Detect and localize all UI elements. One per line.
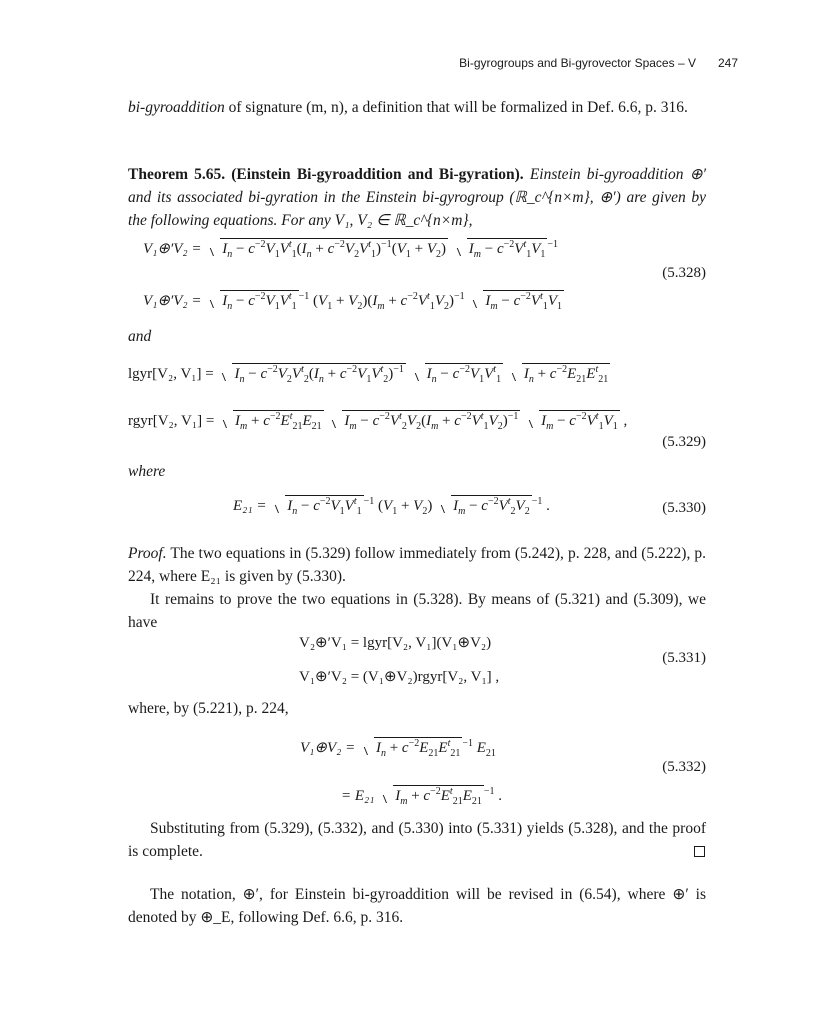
equation-5328-line2: V₁⊕′V₂ = $I_n - c^{-2}V_1V^t_1^{-1}$ $(V_1 + V_2)(I_m + c^{-2}V^t_1V_2)^{-1}$ $I_m - c^{-2}V^t_1V_1$ <box>143 291 563 312</box>
eq-lhs: V₁⊕V₂ = <box>300 740 359 756</box>
intro-text: of signature (m, n), a definition that will be formalized in Def. 6.6, p. 316. <box>224 99 688 116</box>
equation-5331-line1: V₂⊕′V₁ = lgyr[V₂, V₁](V₁⊕V₂) <box>299 635 492 651</box>
theorem-statement: Einstein bi-gyroaddition ⊕′ and its associated bi-gyration in the Einstein bi-gyrogroup (ℝ_c^{n×m}, ⊕′) are given by the following equations. For any V₁, V₂ ∈ ℝ_c^{n×m}, <box>128 166 706 229</box>
sqrt: $I_n - c^{-2}V_1V^t_1$ <box>272 495 363 517</box>
theorem-paragraph <box>128 163 706 232</box>
sqrt: $I_n - c^{-2}V_2V^t_2(I_n + c^{-2}V_1V^t_2)^{-1}$ <box>219 363 405 385</box>
equation-5332-line1: V₁⊕V₂ = $I_n + c^{-2}E_{21}E^t_{21}^{-1}$ $E_{21}$ <box>300 738 496 759</box>
sqrt: $I_m - c^{-2}V^t_2V_2$ <box>438 495 532 517</box>
sqrt: $I_m - c^{-2}V^t_1V_1$ <box>470 290 564 312</box>
proof-text: The two equations in (5.329) follow immediately from (5.242), p. 228, and (5.222), p. 224, where E₂₁ is given by (5.330). <box>128 545 706 585</box>
eq-lhs: E₂₁ = <box>233 498 271 514</box>
equation-5332-line2: = E₂₁ $I_m + c^{-2}E^t_{21}E_{21}^{-1}$ . <box>341 786 502 807</box>
sqrt: $I_n - c^{-2}V_1V^t_1(I_n + c^{-2}V_2V^t_1)^{-1}(V_1 + V_2)$ <box>207 238 448 260</box>
and-label: and <box>128 328 152 345</box>
where-by-line <box>128 697 706 720</box>
equation-number: (5.328) <box>662 265 706 281</box>
running-title: Bi-gyrogroups and Bi-gyrovector Spaces – V <box>459 56 696 70</box>
sqrt: $I_m - c^{-2}V^t_2V_2(I_m + c^{-2}V^t_1V_2)^{-1}$ <box>329 410 520 432</box>
qed-box <box>694 846 705 857</box>
equation-5331-line2: V₁⊕′V₂ = (V₁⊕V₂)rgyr[V₂, V₁] , <box>299 669 500 685</box>
intro-term: bi-gyroaddition <box>128 99 225 116</box>
sqrt: $I_n + c^{-2}E_{21}E^t_{21}$ <box>361 737 462 759</box>
theorem-title: Theorem 5.65. (Einstein Bi-gyroaddition and Bi-gyration). <box>128 166 524 183</box>
sqrt: $I_m - c^{-2}V^t_1V_1$ <box>526 410 620 432</box>
equation-5328-line1: V₁⊕′V₂ = $I_n - c^{-2}V_1V^t_1(I_n + c^{-2}V_2V^t_1)^{-1}(V_1 + V_2) I_m - c^{-2}V^t_1V_1^{-1}$ <box>143 239 559 260</box>
proof-paragraph-3 <box>128 817 706 863</box>
equation-number: (5.331) <box>662 650 706 666</box>
proof-label: Proof. <box>128 545 167 562</box>
equation-5329-lgyr <box>128 363 610 385</box>
proof-paragraph-1 <box>128 542 706 588</box>
sqrt: $I_n + c^{-2}E_{21}E^t_{21}$ <box>509 363 610 385</box>
running-head <box>459 56 738 70</box>
sqrt: $I_m + c^{-2}E^t_{21}E_{21}$ <box>380 785 484 807</box>
equation-number: (5.330) <box>662 500 706 516</box>
page-number: 247 <box>717 56 738 70</box>
eq-lhs: = E₂₁ <box>341 788 379 804</box>
eq-lhs: rgyr[V₂, V₁] = <box>128 413 219 429</box>
sqrt: $I_n - c^{-2}V_1V^t_1$ <box>207 290 298 312</box>
proof-paragraph-2 <box>128 588 706 634</box>
eq-lhs: lgyr[V₂, V₁] = <box>128 366 218 382</box>
closing-text: The notation, ⊕′, for Einstein bi-gyroaddition will be revised in (6.54), where ⊕′ is denoted by ⊕_E, following Def. 6.6, p. 316. <box>128 886 706 926</box>
closing-paragraph <box>128 883 706 929</box>
equation-number: (5.332) <box>662 759 706 775</box>
equation-5329-rgyr: rgyr[V₂, $V_1] = I_m + c^{-2}E^t_{21}E_{21}$ $I_m - c^{-2}V^t_2V_2(I_m + c^{-2}V^t_1V_2)^{-1}$ $I_m - c^{-2}V^t_1V_1$ , <box>128 411 628 432</box>
eq-lhs: V₁⊕′V₂ = <box>143 241 206 257</box>
sqrt: $I_n - c^{-2}V_1V^t_1$ <box>412 363 503 385</box>
intro-paragraph <box>128 96 706 119</box>
eq-lhs: V₁⊕′V₂ = <box>143 293 206 309</box>
proof-text: Substituting from (5.329), (5.332), and (5.330) into (5.331) yields (5.328), and the proof is complete. <box>128 820 706 860</box>
equation-number: (5.329) <box>662 434 706 450</box>
equation-5330: $E_{21} = I_n - c^{-2}V_1V^t_1^{-1}$ $(V_1 + V_2) I_m - c^{-2}V^t_2V_2^{-1}$ . <box>233 496 550 517</box>
proof-text: where, by (5.221), p. 224, <box>128 700 289 717</box>
sqrt: $I_m + c^{-2}E^t_{21}E_{21}$ <box>220 410 324 432</box>
where-label: where <box>128 463 166 480</box>
proof-text: It remains to prove the two equations in (5.328). By means of (5.321) and (5.309), we have <box>128 591 706 631</box>
sqrt: $I_m - c^{-2}V^t_1V_1$ <box>454 238 548 260</box>
